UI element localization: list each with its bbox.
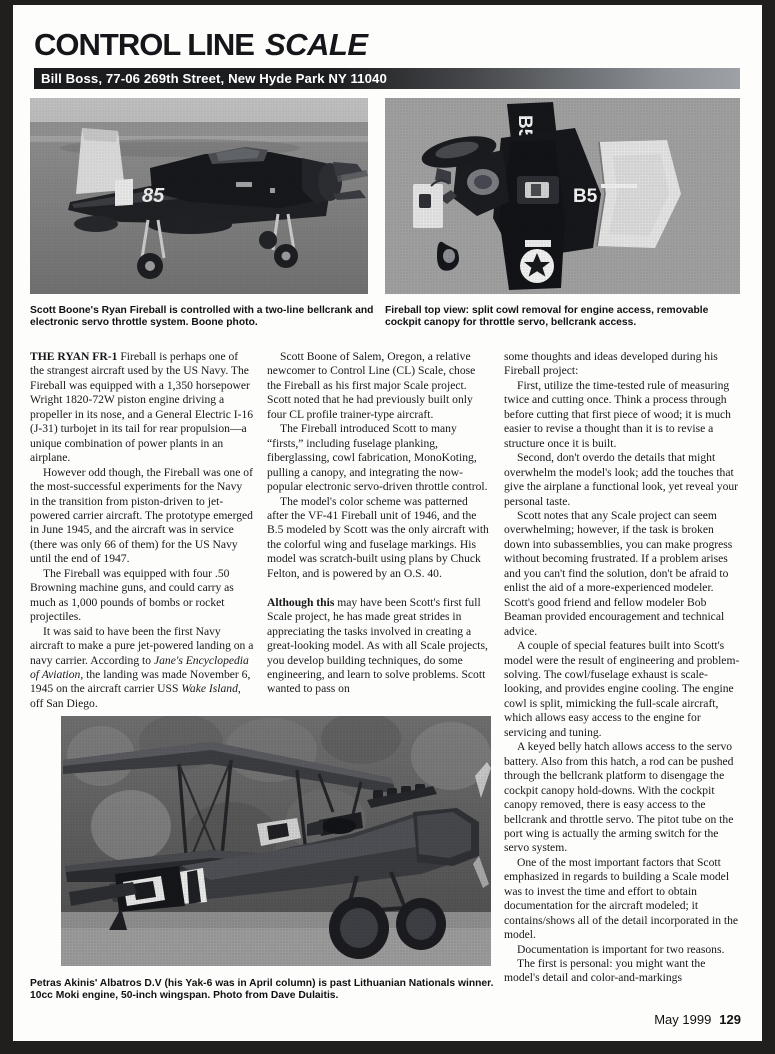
paragraph: The first is personal: you might want the model's detail and color-and-markings — [504, 957, 706, 985]
page-title-italic: SCALE — [264, 27, 368, 62]
paragraph-text: may have been Scott's first full Scale project, he has made great strides in appreciating the tasks involved in creating a great-looking model. As with all Scale projects, you develop building techniques, do some engineering, and learn to solve problems. Scott wanted to pass on — [267, 595, 488, 696]
article-column-3 — [504, 350, 740, 986]
paragraph: Documentation is important for two reasons. — [517, 942, 725, 956]
albatros-dv-image — [61, 716, 491, 966]
photo-fireball-top-view — [385, 98, 740, 294]
caption-albatros: Petras Akinis' Albatros D.V (his Yak-6 was in April column) is past Lithuanian Nationals winner. 10cc Moki engine, 50-inch wingspan. Photo from Dave Dulaitis. — [30, 978, 494, 1002]
magazine-page — [13, 5, 762, 1041]
paragraph: The Fireball was equipped with four .50 Browning machine guns, and could carry as much as 1,000 pounds of bombs or rocket projectiles. — [30, 566, 234, 624]
photo-albatros-dv — [61, 716, 491, 966]
fireball-side-view-image — [30, 98, 368, 294]
photo-fireball-side-view — [30, 98, 368, 294]
caption-fireball-top: Fireball top view: split cowl removal for engine access, removable cockpit canopy for throttle servo, bellcrank access. — [385, 305, 709, 329]
issue-date: May 1999 — [654, 1012, 712, 1027]
paragraph: The model's color scheme was patterned after the VF-41 Fireball unit of 1946, and the B.5 modeled by Scott was the only aircraft with the colorful wing and fuselage markings. His model was scratch-built using plans by Chuck Felton, and is powered by an O.S. 40. — [267, 494, 489, 580]
ship-name: Wake Island — [181, 682, 238, 696]
author-byline: Bill Boss, 77-06 269th Street, New Hyde Park NY 11040 — [41, 71, 387, 86]
paragraph-text: , the landing was made November 6, 1945 on the aircraft carrier USS — [30, 667, 251, 696]
page-title — [34, 29, 740, 60]
paragraph: A couple of special features built into Scott's model were the result of engineering and problem-solving. The cowl/fuselage exhaust is scale-looking, and provides engine cooling. The engine cowl is split, mimicking the full-scale aircraft, which allows easy access to the engine for servicing and tuning. — [504, 639, 740, 739]
paragraph: Scott notes that any Scale project can seem overwhelming; however, if the task is broken down into subassemblies, you can make progress without becoming frustrated. If a problem arises and you can't find the solution, don't be afraid to enlist the aid of a more-experienced modeler. Scott's good friend and fellow modeler Bob Beaman provided encouragement and technical advice. — [504, 508, 733, 638]
paragraph-text: Fireball is perhaps one of the strangest aircraft used by the US Navy. The Fireball was equipped with a 1,350 horsepower Wright 1820-72W piston engine driving a propeller in its nose, and a General Electric I-16 (J-31) turbojet in its tail for rear propulsion—a unique combination of power plants in an airplane. — [30, 350, 254, 465]
paragraph-text: , off San Diego. — [30, 682, 241, 710]
masthead — [34, 29, 740, 89]
article-column-2 — [267, 350, 491, 697]
paragraph: Second, don't overdo the details that might overwhelm the model's look; add the touches that give the airplane a functional look, yet reveal your personal taste. — [504, 451, 739, 508]
byline-bar — [34, 68, 740, 89]
paragraph: Scott Boone of Salem, Oregon, a relative newcomer to Control Line (CL) Scale, chose the Fireball as his first major Scale project. Scott noted that he had previously built only four CL profile trainer-type aircraft. — [267, 350, 476, 421]
paragraph: A keyed belly hatch allows access to the servo battery. Also from this hatch, a rod can be pushed through the bellcrank platform to disengage the cockpit canopy hold-downs. With the cockpit canopy removed, there is easy access to the bellcrank and throttle servo. The pitot tube on the port wing is actually the arming switch for the servo system. — [504, 740, 734, 855]
paragraph: One of the most important factors that Scott emphasized in regards to building a Scale model was to invest the time and effort to obtain documentation for the aircraft modeled; it contains/shows all of the detail incorporated in the model. — [504, 855, 739, 942]
paragraph — [30, 625, 254, 712]
caption-fireball-side: Scott Boone's Ryan Fireball is controlled with a two-line bellcrank and electronic servo throttle system. Boone photo. — [30, 305, 374, 329]
paragraph: some thoughts and ideas developed during his Fireball project: — [504, 350, 718, 378]
paragraph: First, utilize the time-tested rule of measuring twice and cutting once. Think a process through before cutting that first piece of wood; it is much easier to revise a thought than it is to revise a structure once it is built. — [504, 378, 731, 450]
paragraph — [267, 596, 491, 697]
book-title: Jane's Encyclopedia of Aviation — [30, 653, 249, 681]
lead-in-text: Although this — [267, 595, 335, 609]
page-title-regular: CONTROL LINE — [34, 27, 254, 62]
page-footer — [654, 1012, 741, 1027]
fireball-top-view-image — [385, 98, 740, 294]
paragraph: The Fireball introduced Scott to many “firsts,” including fuselage planking, fiberglassing, cowl fabrication, MonoKoting, pulling a canopy, and integrating the now-popular electronic servo-driven throttle control. — [267, 422, 488, 494]
paragraph-text: It was said to have been the first Navy aircraft to make a pure jet-powered landing on a navy carrier. According to — [30, 624, 254, 667]
paragraph: However odd though, the Fireball was one of the most-successful experiments for the Navy in the transition from piston-driven to jet-powered carrier aircraft. The prototype emerged in June 1945, and the aircraft was in service (there was only 66 of them) for the US Navy until the end of 1947. — [30, 465, 253, 566]
page-number: 129 — [719, 1012, 741, 1027]
article-column-1 — [30, 350, 254, 711]
lead-in-text: THE RYAN FR-1 — [30, 350, 118, 363]
paragraph — [30, 350, 254, 466]
